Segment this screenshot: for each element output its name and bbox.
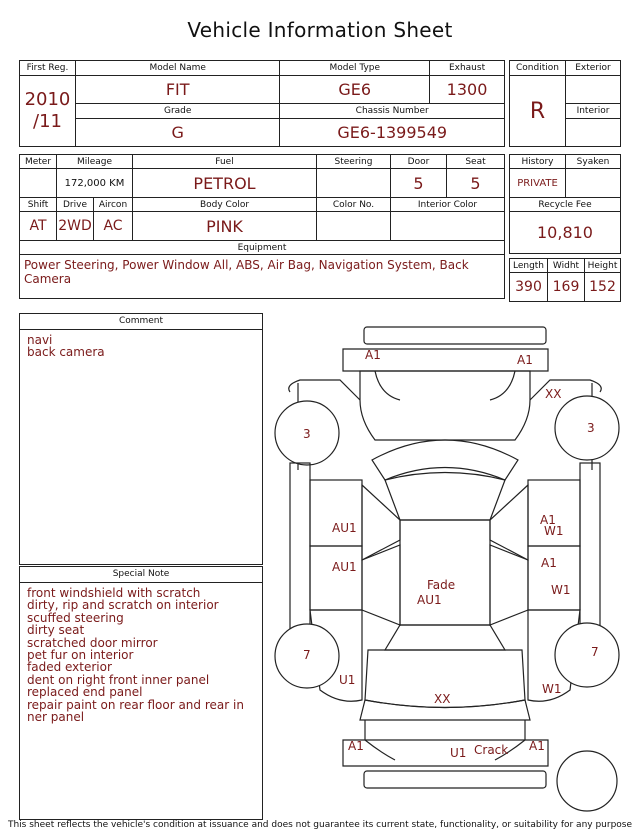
equipment-label: Equipment (20, 241, 505, 255)
first-reg-value (20, 76, 76, 147)
mark-front-left-bumper: A1 (365, 348, 381, 362)
model-type-value: GE6 (280, 76, 430, 104)
mark-rear-right: A1 (529, 739, 545, 753)
equipment-value: Power Steering, Power Window All, ABS, Air Bag, Navigation System, Back Camera (20, 255, 505, 299)
comment-line: navi (27, 333, 53, 347)
condition-table (509, 60, 621, 147)
note-line: dirty seat (27, 623, 85, 638)
mark-rear-mid: U1 (450, 746, 467, 760)
model-name-value: FIT (75, 76, 279, 104)
note-line: dirty, rip and scratch on interior (27, 598, 219, 613)
mileage-label: Mileage (57, 155, 133, 169)
rear-bumper-outer (364, 771, 546, 788)
meter-value (20, 169, 57, 198)
roof-rear (385, 625, 505, 650)
exterior-value (566, 76, 621, 104)
syaken-value (566, 169, 621, 198)
left-rear-door (310, 546, 362, 610)
first-reg-month: /11 (33, 111, 62, 132)
condition-value: R (510, 76, 566, 147)
headlights (375, 371, 515, 400)
note-line: faded exterior (27, 660, 112, 675)
note-line: ner panel (27, 710, 85, 725)
rear-pillars (365, 720, 525, 740)
chassis-label: Chassis Number (280, 104, 505, 119)
body-color-label: Body Color (133, 198, 317, 212)
note-line: pet fur on interior (27, 648, 134, 663)
page-title: Vehicle Information Sheet (187, 18, 453, 42)
seat-label: Seat (447, 155, 505, 169)
history-label: History (510, 155, 566, 169)
aircon-value: AC (94, 212, 133, 241)
vehicle-info-table (19, 60, 505, 147)
height-value: 152 (585, 273, 621, 302)
rear-bumper (343, 740, 548, 766)
comment-box (19, 313, 263, 565)
mark-wheel-rear-right: 7 (591, 645, 599, 659)
dimensions-table (509, 258, 621, 302)
mark-front-right-corner: XX (545, 387, 562, 401)
first-reg-label: First Reg. (20, 61, 76, 76)
mark-roof-au: AU1 (417, 593, 442, 607)
mark-right-rear-door-w: W1 (551, 583, 571, 597)
note-line: repair paint on rear floor and rear in (27, 697, 244, 712)
mark-rear-glass: XX (434, 692, 451, 706)
special-note-text (20, 583, 262, 727)
disclaimer-footer: This sheet reflects the vehicle's condition at issuance and does not guarantee its current state, functionality, or suitability for any purpose (7, 820, 633, 830)
wheel-rear-right (555, 623, 619, 687)
height-label: Height (585, 259, 621, 273)
note-line: front windshield with scratch (27, 586, 201, 600)
color-no-label: Color No. (317, 198, 391, 212)
comment-label: Comment (20, 314, 262, 330)
condition-label: Condition (510, 61, 566, 76)
mark-front-right-bumper: A1 (517, 353, 533, 367)
special-note-label: Special Note (20, 567, 262, 583)
mark-left-front-door: AU1 (332, 521, 357, 535)
roof (400, 520, 490, 625)
length-label: Length (510, 259, 548, 273)
recycle-fee-label: Recycle Fee (510, 198, 621, 212)
steering-value (317, 169, 391, 198)
body-color-value: PINK (133, 212, 317, 241)
grade-value: G (75, 119, 279, 147)
door-value: 5 (391, 169, 447, 198)
mark-rear-crack: Crack (474, 743, 509, 757)
mark-wheel-front-right: 3 (587, 421, 595, 435)
interior-color-label: Interior Color (391, 198, 505, 212)
color-no-value (317, 212, 391, 241)
comment-line: back camera (27, 345, 105, 360)
mark-left-quarter: U1 (339, 673, 356, 687)
interior-label: Interior (566, 104, 621, 119)
recycle-fee-value: 10,810 (510, 212, 621, 254)
meter-label: Meter (20, 155, 57, 169)
mark-right-front-door-w: W1 (544, 524, 564, 538)
spare-tire (557, 751, 617, 811)
grade-label: Grade (75, 104, 279, 119)
width-label: Widht (548, 259, 585, 273)
history-table (509, 154, 621, 254)
length-value: 390 (510, 273, 548, 302)
seat-value: 5 (447, 169, 505, 198)
mark-right-front-door-a: A1 (540, 513, 556, 527)
hood (360, 371, 530, 440)
car-damage-diagram (265, 318, 630, 818)
fuel-label: Fuel (133, 155, 317, 169)
mileage-value: 172,000 KM (57, 169, 133, 198)
right-front-window (490, 485, 528, 560)
drive-value: 2WD (57, 212, 94, 241)
interior-value (566, 119, 621, 147)
width-value: 169 (548, 273, 585, 302)
door-label: Door (391, 155, 447, 169)
model-type-label: Model Type (280, 61, 430, 76)
shift-value: AT (20, 212, 57, 241)
exhaust-value: 1300 (430, 76, 505, 104)
special-note-box (19, 566, 263, 820)
note-line: scuffed steering (27, 610, 124, 625)
note-line: dent on right front inner panel (27, 672, 210, 687)
model-name-label: Model Name (75, 61, 279, 76)
note-line: replaced end panel (27, 685, 143, 700)
history-value: PRIVATE (510, 169, 566, 198)
syaken-label: Syaken (566, 155, 621, 169)
aircon-label: Aircon (94, 198, 133, 212)
left-front-door (310, 480, 362, 546)
vehicle-spec-table (19, 154, 505, 299)
front-bumper-outer (364, 327, 546, 344)
exhaust-label: Exhaust (430, 61, 505, 76)
chassis-value: GE6-1399549 (280, 119, 505, 147)
windshield (372, 440, 518, 480)
exterior-label: Exterior (566, 61, 621, 76)
comment-text (20, 330, 262, 363)
interior-color-value (391, 212, 505, 241)
mark-wheel-front-left: 3 (303, 427, 311, 441)
steering-label: Steering (317, 155, 391, 169)
mark-right-quarter: W1 (542, 682, 562, 696)
mark-roof-fade: Fade (427, 578, 456, 592)
mark-right-rear-door-a: A1 (541, 556, 557, 570)
fuel-value: PETROL (133, 169, 317, 198)
roof-front (385, 473, 505, 521)
mark-left-rear-door: AU1 (332, 560, 357, 574)
mark-wheel-rear-left: 7 (303, 648, 311, 662)
note-line: scratched door mirror (27, 635, 158, 650)
shift-label: Shift (20, 198, 57, 212)
left-front-window (362, 485, 400, 560)
drive-label: Drive (57, 198, 94, 212)
mark-rear-left: A1 (348, 739, 364, 753)
first-reg-year: 2010 (24, 89, 71, 110)
